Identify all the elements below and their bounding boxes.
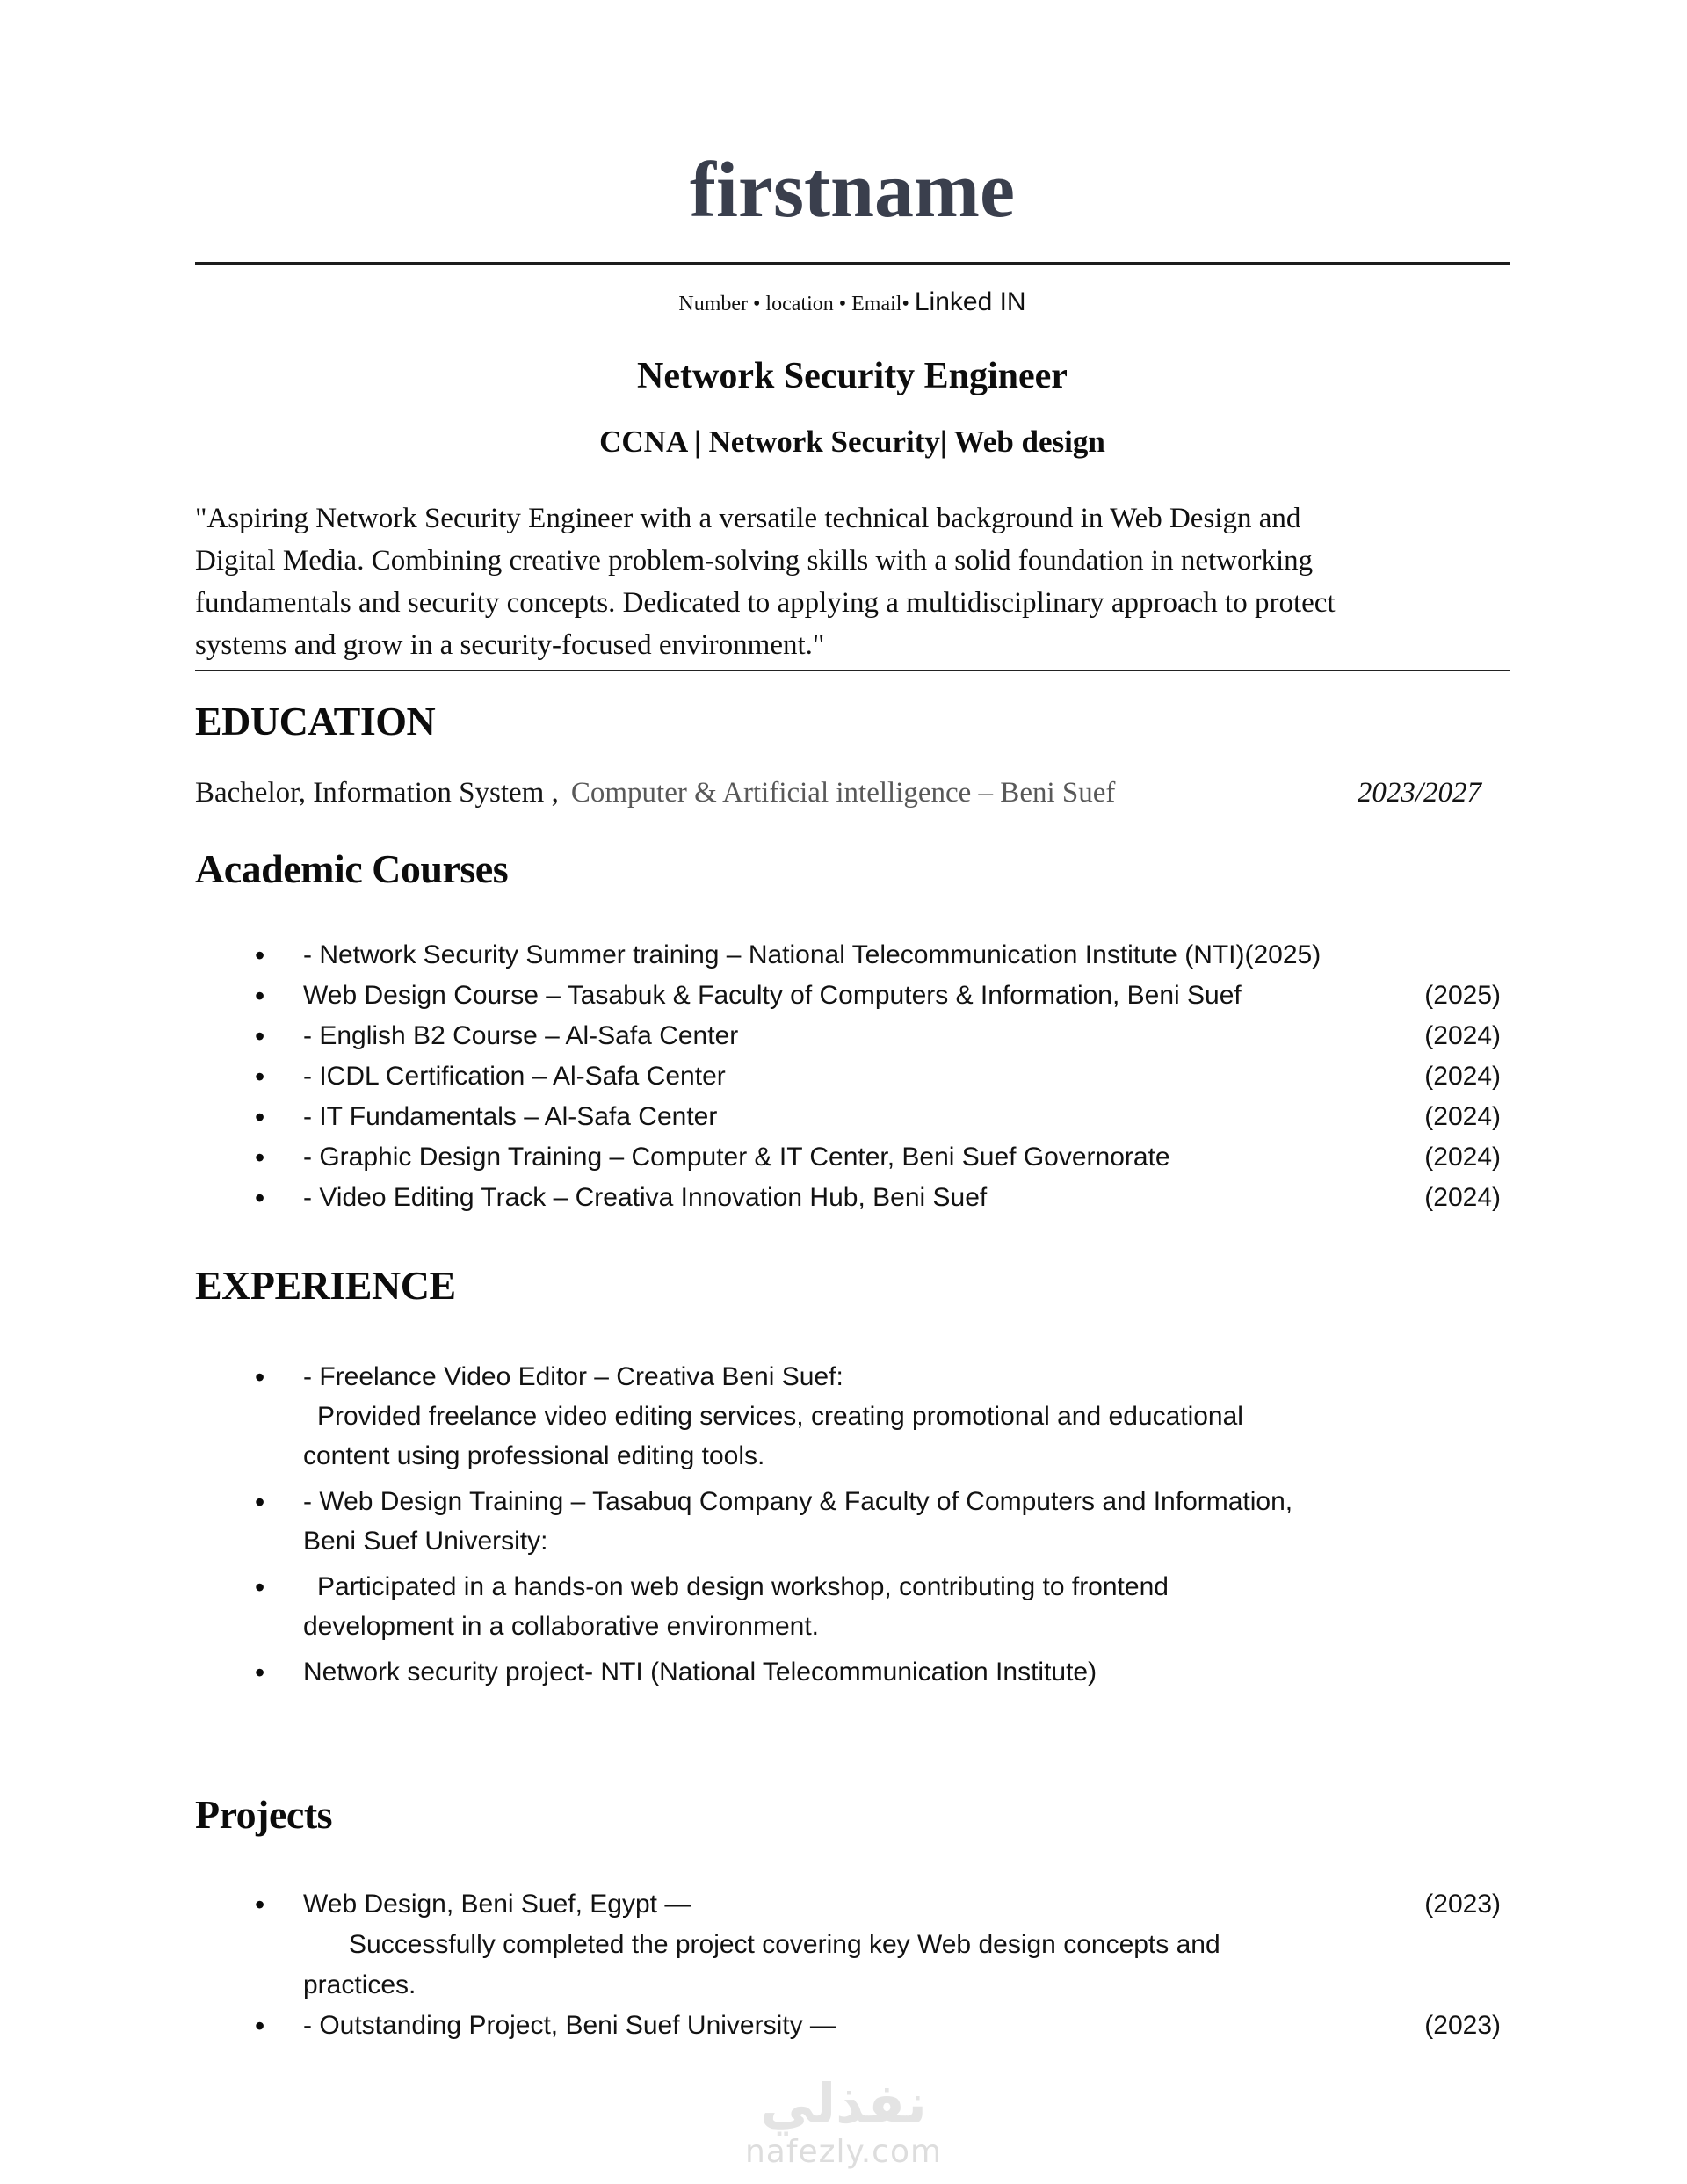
projects-list <box>195 1884 1510 2046</box>
list-item-body <box>303 976 1510 1016</box>
list-item-text: - Outstanding Project, Beni Suef University — <box>303 2011 836 2041</box>
academic-courses-list <box>195 935 1510 1218</box>
bullet-icon: • <box>255 1657 265 1689</box>
list-item-line <box>303 1137 1510 1178</box>
bullet-icon: • <box>255 1361 265 1394</box>
list-item-text: Web Design, Beni Suef, Egypt — <box>303 1890 691 1919</box>
summary-line: fundamentals and security concepts. Dedicated to applying a multidisciplinary approach to protect <box>195 587 1336 619</box>
list-item-text: - Network Security Summer training – National Telecommunication Institute (NTI)(2025) <box>303 940 1321 970</box>
list-item <box>195 1137 1510 1178</box>
list-item-year: (2025) <box>1424 981 1501 1011</box>
list-item-body <box>303 1884 1510 2006</box>
resume-content <box>195 0 1510 2046</box>
list-item-line <box>303 1056 1510 1097</box>
list-item-year: (2024) <box>1424 1102 1501 1132</box>
role-subtitle: CCNA | Network Security| Web design <box>599 424 1105 459</box>
education-entry <box>195 777 1510 809</box>
list-item-text: development in a collaborative environment. <box>303 1612 820 1642</box>
education-degree-line <box>195 777 1358 809</box>
list-item-body <box>303 935 1510 976</box>
bullet-icon: • <box>255 1142 265 1174</box>
list-item-line <box>303 1397 1510 1436</box>
list-item-text: Participated in a hands-on web design workshop, contributing to frontend <box>317 1572 1169 1602</box>
academic-courses-heading: Academic Courses <box>195 846 509 892</box>
list-item-year: (2023) <box>1424 1890 1501 1919</box>
list-item-text: - Freelance Video Editor – Creativa Beni Suef: <box>303 1362 844 1392</box>
bullet-icon: • <box>255 1182 265 1215</box>
bullet-icon: • <box>255 980 265 1012</box>
list-item-body <box>303 1056 1510 1097</box>
education-degree: Bachelor, Information System , <box>195 777 559 809</box>
nafezly-domain: nafezly.com <box>744 2134 943 2170</box>
list-item-body <box>303 1652 1510 1693</box>
list-item-line <box>303 1097 1510 1137</box>
list-item <box>195 1567 1510 1646</box>
summary-line: systems and grow in a security-focused environment." <box>195 629 825 661</box>
experience-list <box>195 1357 1510 1693</box>
list-item <box>195 1016 1510 1056</box>
watermark <box>0 2071 1687 2170</box>
list-item-line <box>303 1521 1510 1561</box>
list-item-text: Network security project- NTI (National Telecommunication Institute) <box>303 1658 1097 1687</box>
summary-line: Digital Media. Combining creative problem-solving skills with a solid foundation in networking <box>195 545 1314 577</box>
list-item <box>195 1482 1510 1561</box>
list-item-line <box>303 976 1510 1016</box>
bullet-icon: • <box>255 1061 265 1093</box>
list-item-year: (2024) <box>1424 1021 1501 1051</box>
projects-heading: Projects <box>195 1792 333 1838</box>
list-item-line <box>303 1178 1510 1218</box>
bullet-icon: • <box>255 1889 265 1921</box>
list-item-text: content using professional editing tools. <box>303 1441 765 1471</box>
bullet-icon: • <box>255 940 265 972</box>
list-item-text: - English B2 Course – Al-Safa Center <box>303 1021 739 1051</box>
list-item-line <box>303 1925 1510 1965</box>
nafezly-logo: نفذلي <box>760 2071 927 2136</box>
list-item-body <box>303 1137 1510 1178</box>
list-item-body <box>303 1178 1510 1218</box>
list-item <box>195 2006 1510 2046</box>
list-item-text: - ICDL Certification – Al-Safa Center <box>303 1062 726 1092</box>
education-school: Computer & Artificial intelligence – Beni Suef <box>570 777 1116 809</box>
list-item-line <box>303 1016 1510 1056</box>
education-years: 2023/2027 <box>1357 777 1481 809</box>
bullet-icon: • <box>255 1101 265 1134</box>
list-item-text: - Video Editing Track – Creativa Innovation Hub, Beni Suef <box>303 1183 988 1213</box>
list-item-line <box>303 2006 1510 2046</box>
list-item-line <box>303 1482 1510 1521</box>
list-item <box>195 1357 1510 1476</box>
list-item-year: (2024) <box>1424 1183 1501 1213</box>
contact-placeholders: Number • location • Email• <box>678 293 909 316</box>
list-item <box>195 935 1510 976</box>
role-title: Network Security Engineer <box>637 356 1068 396</box>
list-item <box>195 1178 1510 1218</box>
list-item-line <box>303 1652 1510 1692</box>
list-item-line <box>303 1436 1510 1476</box>
list-item-year: (2024) <box>1424 1143 1501 1172</box>
list-item <box>195 976 1510 1016</box>
list-item-line <box>303 1357 1510 1397</box>
bullet-icon: • <box>255 1486 265 1519</box>
list-item <box>195 1884 1510 2006</box>
list-item <box>195 1652 1510 1693</box>
bullet-icon: • <box>255 2010 265 2043</box>
candidate-name: firstname <box>690 147 1015 234</box>
list-item-text: Web Design Course – Tasabuk & Faculty of Computers & Information, Beni Suef <box>303 981 1242 1011</box>
list-item-text: Provided freelance video editing services, creating promotional and educational <box>317 1402 1243 1432</box>
list-item-year: (2023) <box>1424 2011 1501 2041</box>
list-item-line <box>303 935 1510 976</box>
list-item-body <box>303 2006 1510 2046</box>
list-item-text: Beni Suef University: <box>303 1527 548 1556</box>
list-item-line <box>303 1607 1510 1646</box>
list-item-text: Successfully completed the project covering key Web design concepts and <box>349 1930 1220 1960</box>
education-heading: EDUCATION <box>195 699 436 744</box>
list-item-year: (2024) <box>1424 1062 1501 1092</box>
bullet-icon: • <box>255 1020 265 1053</box>
summary-paragraph <box>195 497 1510 671</box>
header-divider <box>195 262 1510 265</box>
bullet-icon: • <box>255 1571 265 1604</box>
list-item-line <box>303 1884 1510 1925</box>
list-item-text: - Web Design Training – Tasabuq Company & Faculty of Computers and Information, <box>303 1487 1293 1517</box>
list-item-line <box>303 1965 1510 2006</box>
summary-line: "Aspiring Network Security Engineer with a versatile technical background in Web Design and <box>195 503 1301 534</box>
list-item <box>195 1097 1510 1137</box>
contact-line <box>195 287 1510 317</box>
list-item-text: practices. <box>303 1970 416 2000</box>
list-item-line <box>303 1567 1510 1607</box>
list-item-body <box>303 1357 1510 1476</box>
contact-linkedin: Linked IN <box>914 287 1026 316</box>
list-item-body <box>303 1097 1510 1137</box>
list-item-text: - Graphic Design Training – Computer & IT Center, Beni Suef Governorate <box>303 1143 1170 1172</box>
experience-heading: EXPERIENCE <box>195 1263 456 1309</box>
list-item <box>195 1056 1510 1097</box>
list-item-body <box>303 1567 1510 1646</box>
list-item-text: - IT Fundamentals – Al-Safa Center <box>303 1102 718 1132</box>
list-item-body <box>303 1016 1510 1056</box>
list-item-body <box>303 1482 1510 1561</box>
